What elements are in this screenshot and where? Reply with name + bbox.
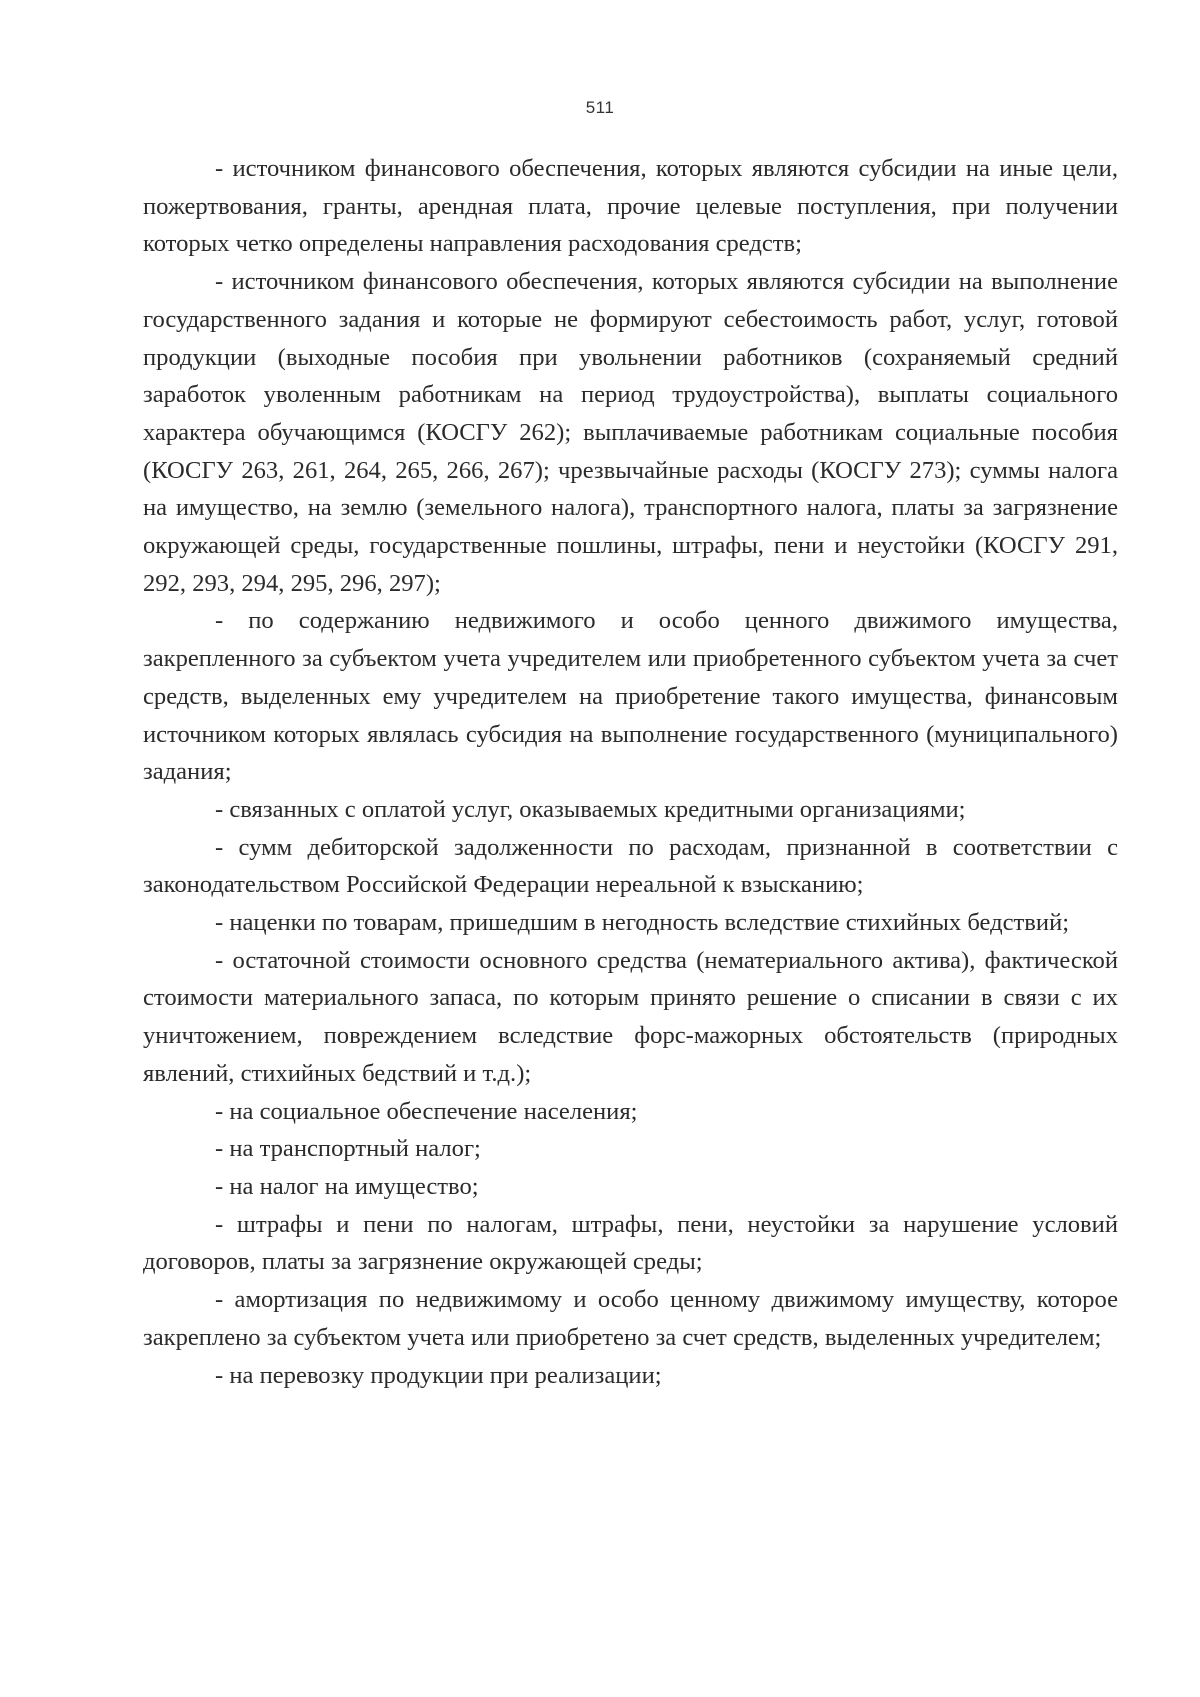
paragraph-item: - источником финансового обеспечения, которых являются субсидии на выполнение государственного задания и которые не формируют себестоимость работ, услуг, готовой продукции (выходные пособия при увольнении работников (сохраняемый средний заработок уволенным работникам на период трудоустройства), выплаты социального характера обучающимся (КОСГУ 262); выплачиваемые работникам социальные пособия (КОСГУ 263, 261, 264, 265, 266, 267); чрезвычайные расходы (КОСГУ 273); суммы налога на имущество, на землю (земельного налога), транспортного налога, платы за загрязнение окружающей среды, государственные пошлины, штрафы, пени и неустойки (КОСГУ 291, 292, 293, 294, 295, 296, 297); — [143, 268, 1118, 597]
document-body — [143, 150, 1118, 1394]
paragraph-item: - по содержанию недвижимого и особо ценного движимого имущества, закрепленного за субъектом учета учредителем или приобретенного субъектом учета за счет средств, выделенных ему учредителем на приобретение такого имущества, финансовым источником которых являлась субсидия на выполнение государственного (муниципального) задания; — [143, 607, 1118, 786]
paragraph-item: - остаточной стоимости основного средства (нематериального актива), фактической стоимости материального запаса, по которым принято решение о списании в связи с их уничтожением, повреждением вследствие форс-мажорных обстоятельств (природных явлений, стихийных бедствий и т.д.); — [143, 946, 1118, 1087]
paragraph-item: - наценки по товарам, пришедшим в негодность вследствие стихийных бедствий; — [215, 909, 1070, 937]
paragraph-item: - на социальное обеспечение населения; — [215, 1097, 638, 1125]
paragraph-item: - амортизация по недвижимому и особо ценному движимому имуществу, которое закреплено за субъектом учета или приобретено за счет средств, выделенных учредителем; — [143, 1286, 1118, 1351]
paragraph-item: - штрафы и пени по налогам, штрафы, пени, неустойки за нарушение условий договоров, платы за загрязнение окружающей среды; — [143, 1210, 1118, 1276]
paragraph-item: - на перевозку продукции при реализации; — [215, 1361, 662, 1389]
paragraph-item: - сумм дебиторской задолженности по расходам, признанной в соответствии с законодательством Российской Федерации нереальной к взысканию; — [143, 833, 1118, 899]
paragraph-item: - источником финансового обеспечения, которых являются субсидии на иные цели, пожертвования, гранты, арендная плата, прочие целевые поступления, при получении которых четко определены направления расходования средств; — [143, 155, 1118, 258]
paragraph-item: - связанных с оплатой услуг, оказываемых кредитными организациями; — [215, 795, 966, 823]
page-number: 511 — [585, 98, 615, 117]
paragraph-item: - на налог на имущество; — [215, 1172, 479, 1200]
paragraph-item: - на транспортный налог; — [215, 1135, 481, 1163]
